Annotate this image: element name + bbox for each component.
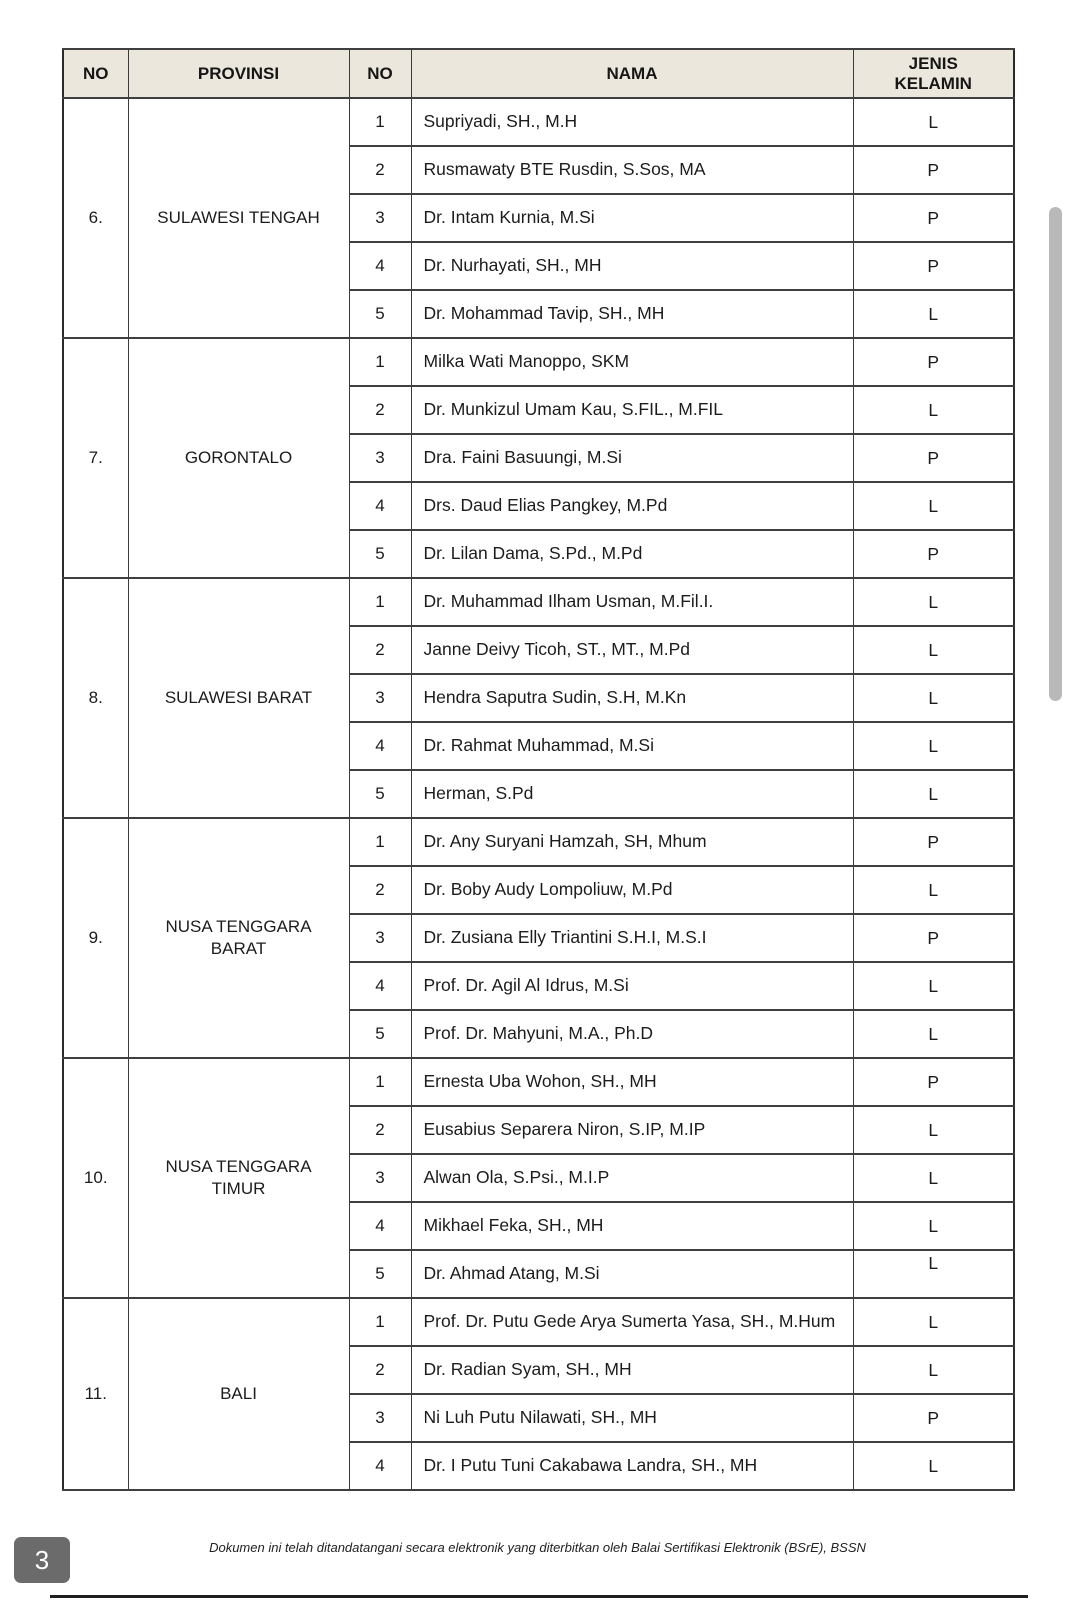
gender-cell: L	[853, 1202, 1014, 1250]
name-cell: Dr. Lilan Dama, S.Pd., M.Pd	[411, 530, 853, 578]
name-cell: Mikhael Feka, SH., MH	[411, 1202, 853, 1250]
row-number-cell: 1	[349, 578, 411, 626]
province-cell: SULAWESI BARAT	[128, 578, 349, 818]
name-cell: Dr. I Putu Tuni Cakabawa Landra, SH., MH	[411, 1442, 853, 1490]
name-cell: Rusmawaty BTE Rusdin, S.Sos, MA	[411, 146, 853, 194]
row-number-cell: 3	[349, 194, 411, 242]
footer-signature-note: Dokumen ini telah ditandatangani secara elektronik yang diterbitkan oleh Balai Sertifikasi Elektronik (BSrE), BSSN	[209, 1540, 866, 1555]
section-number-cell: 6.	[63, 98, 128, 338]
header-row	[63, 49, 1014, 98]
gender-cell: L	[853, 1106, 1014, 1154]
province-cell: BALI	[128, 1298, 349, 1490]
header-nama: NAMA	[411, 49, 853, 98]
row-number-cell: 1	[349, 1298, 411, 1346]
header-no: NO	[63, 49, 128, 98]
gender-cell: L	[853, 1298, 1014, 1346]
name-cell: Supriyadi, SH., M.H	[411, 98, 853, 146]
table-header	[63, 49, 1014, 98]
province-cell: NUSA TENGGARA TIMUR	[128, 1058, 349, 1298]
row-number-cell: 3	[349, 914, 411, 962]
name-cell: Dr. Radian Syam, SH., MH	[411, 1346, 853, 1394]
row-number-cell: 2	[349, 386, 411, 434]
province-cell: SULAWESI TENGAH	[128, 98, 349, 338]
section-number-cell: 8.	[63, 578, 128, 818]
gender-cell: L	[853, 770, 1014, 818]
section-number-cell: 10.	[63, 1058, 128, 1298]
name-cell: Herman, S.Pd	[411, 770, 853, 818]
name-cell: Janne Deivy Ticoh, ST., MT., M.Pd	[411, 626, 853, 674]
row-number-cell: 5	[349, 530, 411, 578]
name-cell: Eusabius Separera Niron, S.IP, M.IP	[411, 1106, 853, 1154]
name-cell: Dr. Muhammad Ilham Usman, M.Fil.I.	[411, 578, 853, 626]
header-jenis-kelamin	[853, 49, 1014, 98]
gender-cell: P	[853, 338, 1014, 386]
gender-cell: P	[853, 530, 1014, 578]
name-cell: Milka Wati Manoppo, SKM	[411, 338, 853, 386]
row-number-cell: 4	[349, 1442, 411, 1490]
name-cell: Dr. Any Suryani Hamzah, SH, Mhum	[411, 818, 853, 866]
row-number-cell: 3	[349, 434, 411, 482]
name-cell: Ernesta Uba Wohon, SH., MH	[411, 1058, 853, 1106]
row-number-cell: 1	[349, 98, 411, 146]
gender-cell: P	[853, 1058, 1014, 1106]
gender-cell: L	[853, 1250, 1014, 1298]
row-number-cell: 4	[349, 242, 411, 290]
row-number-cell: 1	[349, 1058, 411, 1106]
name-cell: Prof. Dr. Agil Al Idrus, M.Si	[411, 962, 853, 1010]
name-cell: Prof. Dr. Mahyuni, M.A., Ph.D	[411, 1010, 853, 1058]
gender-cell: L	[853, 98, 1014, 146]
name-cell: Dr. Munkizul Umam Kau, S.FIL., M.FIL	[411, 386, 853, 434]
section-number-cell: 7.	[63, 338, 128, 578]
gender-cell: L	[853, 722, 1014, 770]
row-number-cell: 4	[349, 722, 411, 770]
row-number-cell: 5	[349, 290, 411, 338]
vertical-scrollbar-thumb[interactable]	[1049, 207, 1062, 701]
name-cell: Dr. Rahmat Muhammad, M.Si	[411, 722, 853, 770]
row-number-cell: 4	[349, 1202, 411, 1250]
row-number-cell: 2	[349, 1106, 411, 1154]
gender-cell: L	[853, 1154, 1014, 1202]
gender-cell: L	[853, 626, 1014, 674]
province-cell: GORONTALO	[128, 338, 349, 578]
row-number-cell: 3	[349, 1154, 411, 1202]
name-cell: Prof. Dr. Putu Gede Arya Sumerta Yasa, SH., M.Hum	[411, 1298, 853, 1346]
table-row	[63, 98, 1014, 146]
name-cell: Alwan Ola, S.Psi., M.I.P	[411, 1154, 853, 1202]
gender-cell: L	[853, 1010, 1014, 1058]
section-number-cell: 11.	[63, 1298, 128, 1490]
row-number-cell: 1	[349, 818, 411, 866]
row-number-cell: 4	[349, 962, 411, 1010]
page-number-badge: 3	[14, 1537, 70, 1583]
gender-cell: P	[853, 242, 1014, 290]
name-cell: Hendra Saputra Sudin, S.H, M.Kn	[411, 674, 853, 722]
gender-cell: P	[853, 1394, 1014, 1442]
next-page-edge-line	[50, 1595, 1028, 1598]
name-cell: Dr. Mohammad Tavip, SH., MH	[411, 290, 853, 338]
gender-cell: P	[853, 434, 1014, 482]
row-number-cell: 4	[349, 482, 411, 530]
row-number-cell: 5	[349, 770, 411, 818]
name-cell: Dr. Boby Audy Lompoliuw, M.Pd	[411, 866, 853, 914]
gender-cell: L	[853, 386, 1014, 434]
header-provinsi: PROVINSI	[128, 49, 349, 98]
row-number-cell: 1	[349, 338, 411, 386]
table-row	[63, 1298, 1014, 1346]
row-number-cell: 5	[349, 1250, 411, 1298]
gender-cell: L	[853, 674, 1014, 722]
province-roster-table	[62, 48, 1015, 1491]
table-row	[63, 338, 1014, 386]
name-cell: Dr. Intam Kurnia, M.Si	[411, 194, 853, 242]
gender-cell: L	[853, 866, 1014, 914]
gender-cell: P	[853, 146, 1014, 194]
gender-cell: L	[853, 962, 1014, 1010]
name-cell: Dr. Ahmad Atang, M.Si	[411, 1250, 853, 1298]
province-cell: NUSA TENGGARA BARAT	[128, 818, 349, 1058]
gender-cell: L	[853, 1346, 1014, 1394]
gender-cell: L	[853, 578, 1014, 626]
gender-cell: L	[853, 482, 1014, 530]
gender-cell: L	[853, 1442, 1014, 1490]
name-cell: Drs. Daud Elias Pangkey, M.Pd	[411, 482, 853, 530]
gender-cell: P	[853, 194, 1014, 242]
section-number-cell: 9.	[63, 818, 128, 1058]
table-row	[63, 1058, 1014, 1106]
row-number-cell: 2	[349, 626, 411, 674]
name-cell: Dr. Nurhayati, SH., MH	[411, 242, 853, 290]
row-number-cell: 2	[349, 1346, 411, 1394]
table-row	[63, 818, 1014, 866]
gender-cell: L	[853, 290, 1014, 338]
name-cell: Dra. Faini Basuungi, M.Si	[411, 434, 853, 482]
name-cell: Dr. Zusiana Elly Triantini S.H.I, M.S.I	[411, 914, 853, 962]
row-number-cell: 3	[349, 1394, 411, 1442]
table-body	[63, 98, 1014, 1490]
gender-cell: P	[853, 914, 1014, 962]
row-number-cell: 2	[349, 146, 411, 194]
header-jenis-kelamin-label: JENIS KELAMIN	[894, 53, 972, 93]
gender-cell: P	[853, 818, 1014, 866]
row-number-cell: 3	[349, 674, 411, 722]
name-cell: Ni Luh Putu Nilawati, SH., MH	[411, 1394, 853, 1442]
row-number-cell: 2	[349, 866, 411, 914]
table-row	[63, 578, 1014, 626]
header-no2: NO	[349, 49, 411, 98]
row-number-cell: 5	[349, 1010, 411, 1058]
